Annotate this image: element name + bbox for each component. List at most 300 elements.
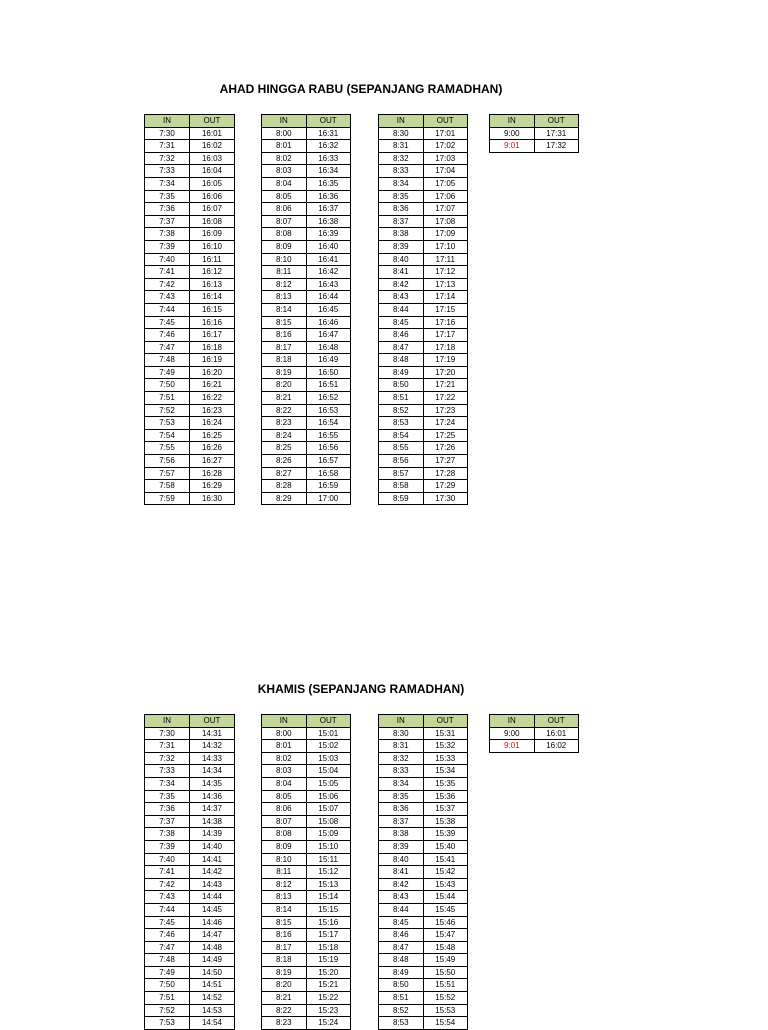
time-out-cell: 15:50 bbox=[423, 966, 468, 979]
time-table bbox=[378, 714, 468, 1030]
time-out-cell: 17:22 bbox=[423, 392, 468, 405]
time-out-cell: 14:31 bbox=[190, 727, 235, 740]
time-out-cell: 16:50 bbox=[306, 366, 351, 379]
time-in-cell: 8:44 bbox=[379, 303, 424, 316]
table-row bbox=[379, 727, 468, 740]
table-row bbox=[262, 341, 351, 354]
time-in-cell: 8:19 bbox=[262, 966, 307, 979]
time-out-cell: 16:10 bbox=[190, 240, 235, 253]
table-row bbox=[145, 840, 235, 853]
time-in-cell: 7:58 bbox=[145, 480, 190, 493]
time-out-cell: 15:10 bbox=[306, 840, 351, 853]
time-out-cell: 16:49 bbox=[306, 354, 351, 367]
table-row bbox=[145, 853, 235, 866]
table-row bbox=[379, 480, 468, 493]
time-in-cell: 8:51 bbox=[379, 992, 424, 1005]
time-out-cell: 17:19 bbox=[423, 354, 468, 367]
time-table bbox=[489, 114, 579, 153]
time-out-cell: 15:31 bbox=[423, 727, 468, 740]
time-out-cell: 16:22 bbox=[190, 392, 235, 405]
time-in-cell: 8:56 bbox=[379, 455, 424, 468]
time-out-cell: 17:16 bbox=[423, 316, 468, 329]
time-in-cell: 8:53 bbox=[379, 1017, 424, 1030]
table-row bbox=[379, 215, 468, 228]
table-row bbox=[145, 203, 235, 216]
table-row bbox=[379, 840, 468, 853]
table-row bbox=[490, 140, 579, 153]
time-in-cell: 8:10 bbox=[262, 253, 307, 266]
table-row bbox=[145, 404, 235, 417]
table-row bbox=[145, 891, 235, 904]
table-row bbox=[379, 354, 468, 367]
table-row bbox=[145, 740, 235, 753]
header-in: IN bbox=[379, 715, 424, 728]
section-title: AHAD HINGGA RABU (SEPANJANG RAMADHAN) bbox=[219, 82, 503, 96]
table-row bbox=[379, 954, 468, 967]
table-row bbox=[145, 429, 235, 442]
time-in-cell: 8:03 bbox=[262, 165, 307, 178]
time-in-cell: 8:36 bbox=[379, 803, 424, 816]
time-table bbox=[261, 714, 351, 1030]
time-out-cell: 15:20 bbox=[306, 966, 351, 979]
table-header-row bbox=[262, 715, 351, 728]
table-row bbox=[379, 752, 468, 765]
time-in-cell: 8:33 bbox=[379, 765, 424, 778]
time-in-cell: 8:49 bbox=[379, 366, 424, 379]
table-row bbox=[262, 228, 351, 241]
time-out-cell: 14:33 bbox=[190, 752, 235, 765]
time-out-cell: 16:16 bbox=[190, 316, 235, 329]
header-in: IN bbox=[490, 715, 535, 728]
time-out-cell: 17:10 bbox=[423, 240, 468, 253]
time-out-cell: 15:03 bbox=[306, 752, 351, 765]
time-out-cell: 17:21 bbox=[423, 379, 468, 392]
time-out-cell: 14:37 bbox=[190, 803, 235, 816]
time-out-cell: 17:20 bbox=[423, 366, 468, 379]
time-in-cell: 7:46 bbox=[145, 929, 190, 942]
table-row bbox=[379, 291, 468, 304]
table-row bbox=[262, 127, 351, 140]
time-in-cell: 7:36 bbox=[145, 803, 190, 816]
table-row bbox=[379, 455, 468, 468]
time-in-cell: 8:35 bbox=[379, 790, 424, 803]
time-in-cell: 8:16 bbox=[262, 929, 307, 942]
time-out-cell: 16:48 bbox=[306, 341, 351, 354]
table-header-row bbox=[490, 115, 579, 128]
time-in-cell: 8:02 bbox=[262, 752, 307, 765]
time-in-cell: 8:14 bbox=[262, 303, 307, 316]
table-row bbox=[379, 278, 468, 291]
time-out-cell: 16:01 bbox=[534, 727, 579, 740]
table-row bbox=[262, 165, 351, 178]
table-row bbox=[145, 177, 235, 190]
time-out-cell: 16:44 bbox=[306, 291, 351, 304]
time-in-cell: 8:18 bbox=[262, 954, 307, 967]
time-in-cell: 8:26 bbox=[262, 455, 307, 468]
time-in-cell: 8:11 bbox=[262, 866, 307, 879]
header-out: OUT bbox=[306, 115, 351, 128]
time-out-cell: 17:05 bbox=[423, 177, 468, 190]
time-in-cell: 8:00 bbox=[262, 727, 307, 740]
header-in: IN bbox=[262, 715, 307, 728]
time-in-cell: 8:35 bbox=[379, 190, 424, 203]
table-row bbox=[145, 815, 235, 828]
table-row bbox=[262, 392, 351, 405]
table-row bbox=[379, 1017, 468, 1030]
time-in-cell: 8:10 bbox=[262, 853, 307, 866]
time-in-cell: 8:20 bbox=[262, 379, 307, 392]
table-header-row bbox=[145, 715, 235, 728]
time-out-cell: 15:34 bbox=[423, 765, 468, 778]
time-in-cell: 7:52 bbox=[145, 1004, 190, 1017]
time-out-cell: 16:56 bbox=[306, 442, 351, 455]
time-in-cell: 8:36 bbox=[379, 203, 424, 216]
time-out-cell: 17:17 bbox=[423, 329, 468, 342]
table-row bbox=[379, 266, 468, 279]
table-row bbox=[262, 291, 351, 304]
header-out: OUT bbox=[190, 715, 235, 728]
header-out: OUT bbox=[534, 715, 579, 728]
table-row bbox=[379, 803, 468, 816]
time-in-cell: 7:42 bbox=[145, 878, 190, 891]
time-out-cell: 16:52 bbox=[306, 392, 351, 405]
time-in-cell: 8:55 bbox=[379, 442, 424, 455]
table-row bbox=[379, 992, 468, 1005]
time-in-cell: 8:24 bbox=[262, 429, 307, 442]
time-in-cell: 8:27 bbox=[262, 467, 307, 480]
table-row bbox=[379, 492, 468, 505]
time-in-cell: 8:30 bbox=[379, 127, 424, 140]
table-row bbox=[262, 442, 351, 455]
time-out-cell: 15:21 bbox=[306, 979, 351, 992]
time-out-cell: 16:30 bbox=[190, 492, 235, 505]
time-in-cell: 7:48 bbox=[145, 954, 190, 967]
time-out-cell: 16:45 bbox=[306, 303, 351, 316]
header-out: OUT bbox=[190, 115, 235, 128]
header-in: IN bbox=[490, 115, 535, 128]
table-row bbox=[262, 929, 351, 942]
time-out-cell: 16:29 bbox=[190, 480, 235, 493]
time-out-cell: 15:15 bbox=[306, 903, 351, 916]
table-row bbox=[145, 228, 235, 241]
time-in-cell: 8:15 bbox=[262, 316, 307, 329]
time-out-cell: 16:04 bbox=[190, 165, 235, 178]
time-in-cell: 8:30 bbox=[379, 727, 424, 740]
time-in-cell: 7:36 bbox=[145, 203, 190, 216]
time-in-cell: 8:13 bbox=[262, 291, 307, 304]
table-row bbox=[145, 752, 235, 765]
table-row bbox=[262, 840, 351, 853]
time-out-cell: 16:55 bbox=[306, 429, 351, 442]
table-row bbox=[262, 429, 351, 442]
time-out-cell: 15:05 bbox=[306, 777, 351, 790]
table-row bbox=[262, 467, 351, 480]
time-out-cell: 16:36 bbox=[306, 190, 351, 203]
time-in-cell: 8:34 bbox=[379, 777, 424, 790]
time-in-cell: 8:46 bbox=[379, 929, 424, 942]
time-out-cell: 15:36 bbox=[423, 790, 468, 803]
table-row bbox=[379, 467, 468, 480]
table-row bbox=[262, 954, 351, 967]
table-row bbox=[379, 341, 468, 354]
time-in-cell: 8:48 bbox=[379, 354, 424, 367]
time-out-cell: 16:34 bbox=[306, 165, 351, 178]
time-out-cell: 14:46 bbox=[190, 916, 235, 929]
time-out-cell: 14:32 bbox=[190, 740, 235, 753]
table-row bbox=[262, 417, 351, 430]
time-in-cell: 8:06 bbox=[262, 803, 307, 816]
table-row bbox=[262, 941, 351, 954]
table-row bbox=[262, 266, 351, 279]
time-table bbox=[144, 714, 235, 1030]
time-in-cell: 7:38 bbox=[145, 828, 190, 841]
time-out-cell: 14:38 bbox=[190, 815, 235, 828]
time-in-cell: 8:45 bbox=[379, 916, 424, 929]
time-out-cell: 16:57 bbox=[306, 455, 351, 468]
time-in-cell: 7:30 bbox=[145, 127, 190, 140]
time-in-cell: 8:49 bbox=[379, 966, 424, 979]
time-out-cell: 16:59 bbox=[306, 480, 351, 493]
time-in-cell: 8:04 bbox=[262, 177, 307, 190]
time-out-cell: 17:31 bbox=[534, 127, 579, 140]
table-row bbox=[262, 979, 351, 992]
time-in-cell: 8:07 bbox=[262, 815, 307, 828]
table-row bbox=[145, 480, 235, 493]
time-in-cell: 8:34 bbox=[379, 177, 424, 190]
table-row bbox=[262, 480, 351, 493]
time-out-cell: 17:30 bbox=[423, 492, 468, 505]
time-in-cell: 7:44 bbox=[145, 903, 190, 916]
time-in-cell: 8:15 bbox=[262, 916, 307, 929]
table-row bbox=[379, 127, 468, 140]
time-in-cell: 8:39 bbox=[379, 240, 424, 253]
table-row bbox=[145, 765, 235, 778]
time-table bbox=[144, 114, 235, 505]
table-row bbox=[145, 240, 235, 253]
time-out-cell: 17:04 bbox=[423, 165, 468, 178]
time-out-cell: 14:40 bbox=[190, 840, 235, 853]
time-out-cell: 15:53 bbox=[423, 1004, 468, 1017]
table-row bbox=[379, 442, 468, 455]
table-row bbox=[262, 866, 351, 879]
time-in-cell: 9:00 bbox=[490, 127, 535, 140]
time-out-cell: 17:13 bbox=[423, 278, 468, 291]
time-out-cell: 14:34 bbox=[190, 765, 235, 778]
header-out: OUT bbox=[534, 115, 579, 128]
table-row bbox=[262, 966, 351, 979]
time-in-cell: 8:22 bbox=[262, 1004, 307, 1017]
time-out-cell: 15:16 bbox=[306, 916, 351, 929]
table-header-row bbox=[379, 715, 468, 728]
time-out-cell: 15:51 bbox=[423, 979, 468, 992]
time-in-cell: 8:12 bbox=[262, 278, 307, 291]
time-in-cell: 8:18 bbox=[262, 354, 307, 367]
table-row bbox=[145, 366, 235, 379]
time-out-cell: 17:03 bbox=[423, 152, 468, 165]
time-out-cell: 16:33 bbox=[306, 152, 351, 165]
table-row bbox=[379, 429, 468, 442]
time-out-cell: 17:06 bbox=[423, 190, 468, 203]
time-in-cell: 7:43 bbox=[145, 291, 190, 304]
time-out-cell: 15:24 bbox=[306, 1017, 351, 1030]
time-in-cell: 7:49 bbox=[145, 966, 190, 979]
time-out-cell: 16:19 bbox=[190, 354, 235, 367]
table-row bbox=[379, 165, 468, 178]
time-in-cell: 8:09 bbox=[262, 840, 307, 853]
table-row bbox=[262, 329, 351, 342]
time-out-cell: 16:35 bbox=[306, 177, 351, 190]
time-in-cell: 8:19 bbox=[262, 366, 307, 379]
table-row bbox=[145, 253, 235, 266]
time-out-cell: 16:06 bbox=[190, 190, 235, 203]
header-out: OUT bbox=[306, 715, 351, 728]
time-in-cell: 9:00 bbox=[490, 727, 535, 740]
time-in-cell: 7:51 bbox=[145, 992, 190, 1005]
time-in-cell: 8:37 bbox=[379, 815, 424, 828]
time-in-cell: 8:51 bbox=[379, 392, 424, 405]
time-out-cell: 15:17 bbox=[306, 929, 351, 942]
time-out-cell: 15:37 bbox=[423, 803, 468, 816]
time-in-cell: 7:32 bbox=[145, 152, 190, 165]
time-out-cell: 16:43 bbox=[306, 278, 351, 291]
time-in-cell: 8:46 bbox=[379, 329, 424, 342]
time-out-cell: 17:28 bbox=[423, 467, 468, 480]
table-row bbox=[145, 790, 235, 803]
time-out-cell: 16:41 bbox=[306, 253, 351, 266]
time-out-cell: 17:23 bbox=[423, 404, 468, 417]
table-row bbox=[262, 303, 351, 316]
time-out-cell: 16:24 bbox=[190, 417, 235, 430]
table-header-row bbox=[379, 115, 468, 128]
time-in-cell: 7:39 bbox=[145, 840, 190, 853]
table-row bbox=[145, 992, 235, 1005]
table-row bbox=[145, 127, 235, 140]
table-row bbox=[490, 127, 579, 140]
time-in-cell: 8:43 bbox=[379, 891, 424, 904]
time-out-cell: 16:21 bbox=[190, 379, 235, 392]
time-out-cell: 14:43 bbox=[190, 878, 235, 891]
time-out-cell: 17:12 bbox=[423, 266, 468, 279]
table-row bbox=[145, 442, 235, 455]
time-in-cell: 8:41 bbox=[379, 866, 424, 879]
time-in-cell: 8:25 bbox=[262, 442, 307, 455]
table-row bbox=[262, 740, 351, 753]
table-row bbox=[379, 903, 468, 916]
table-row bbox=[145, 215, 235, 228]
table-row bbox=[145, 291, 235, 304]
time-in-cell: 7:35 bbox=[145, 790, 190, 803]
table-row bbox=[379, 404, 468, 417]
table-row bbox=[379, 815, 468, 828]
table-header-row bbox=[262, 115, 351, 128]
time-out-cell: 16:02 bbox=[534, 740, 579, 753]
time-in-cell: 7:38 bbox=[145, 228, 190, 241]
time-out-cell: 16:11 bbox=[190, 253, 235, 266]
time-out-cell: 16:40 bbox=[306, 240, 351, 253]
table-row bbox=[145, 492, 235, 505]
time-in-cell: 8:31 bbox=[379, 740, 424, 753]
time-out-cell: 16:23 bbox=[190, 404, 235, 417]
time-out-cell: 17:18 bbox=[423, 341, 468, 354]
table-row bbox=[262, 379, 351, 392]
table-row bbox=[262, 140, 351, 153]
table-header-row bbox=[145, 115, 235, 128]
time-in-cell: 8:43 bbox=[379, 291, 424, 304]
time-out-cell: 15:39 bbox=[423, 828, 468, 841]
table-row bbox=[262, 253, 351, 266]
table-row bbox=[379, 916, 468, 929]
time-in-cell: 8:05 bbox=[262, 190, 307, 203]
time-in-cell: 7:37 bbox=[145, 815, 190, 828]
table-row bbox=[379, 891, 468, 904]
header-out: OUT bbox=[423, 715, 468, 728]
time-out-cell: 16:05 bbox=[190, 177, 235, 190]
time-table bbox=[261, 114, 351, 505]
time-out-cell: 16:58 bbox=[306, 467, 351, 480]
time-out-cell: 15:04 bbox=[306, 765, 351, 778]
table-row bbox=[145, 379, 235, 392]
time-out-cell: 15:14 bbox=[306, 891, 351, 904]
time-out-cell: 17:15 bbox=[423, 303, 468, 316]
time-in-cell: 7:56 bbox=[145, 455, 190, 468]
time-in-cell: 7:51 bbox=[145, 392, 190, 405]
time-out-cell: 16:32 bbox=[306, 140, 351, 153]
time-out-cell: 16:46 bbox=[306, 316, 351, 329]
time-out-cell: 14:39 bbox=[190, 828, 235, 841]
time-out-cell: 16:51 bbox=[306, 379, 351, 392]
table-row bbox=[379, 316, 468, 329]
time-in-cell: 7:41 bbox=[145, 866, 190, 879]
time-out-cell: 14:42 bbox=[190, 866, 235, 879]
time-out-cell: 15:46 bbox=[423, 916, 468, 929]
time-out-cell: 15:47 bbox=[423, 929, 468, 942]
time-in-cell: 7:33 bbox=[145, 165, 190, 178]
table-row bbox=[262, 354, 351, 367]
time-in-cell: 7:47 bbox=[145, 341, 190, 354]
time-in-cell: 7:33 bbox=[145, 765, 190, 778]
time-in-cell: 8:47 bbox=[379, 941, 424, 954]
table-row bbox=[379, 966, 468, 979]
time-in-cell: 8:37 bbox=[379, 215, 424, 228]
header-in: IN bbox=[379, 115, 424, 128]
table-row bbox=[379, 417, 468, 430]
time-out-cell: 17:24 bbox=[423, 417, 468, 430]
time-out-cell: 15:38 bbox=[423, 815, 468, 828]
table-row bbox=[262, 916, 351, 929]
time-in-cell: 7:45 bbox=[145, 316, 190, 329]
time-out-cell: 16:42 bbox=[306, 266, 351, 279]
time-out-cell: 16:08 bbox=[190, 215, 235, 228]
time-in-cell: 7:40 bbox=[145, 253, 190, 266]
table-row bbox=[262, 1017, 351, 1030]
time-out-cell: 17:02 bbox=[423, 140, 468, 153]
header-in: IN bbox=[145, 715, 190, 728]
time-in-cell: 7:45 bbox=[145, 916, 190, 929]
time-out-cell: 16:39 bbox=[306, 228, 351, 241]
table-row bbox=[262, 404, 351, 417]
time-in-cell: 7:57 bbox=[145, 467, 190, 480]
table-row bbox=[379, 929, 468, 942]
time-out-cell: 16:14 bbox=[190, 291, 235, 304]
time-out-cell: 14:47 bbox=[190, 929, 235, 942]
time-in-cell: 8:40 bbox=[379, 853, 424, 866]
time-out-cell: 15:32 bbox=[423, 740, 468, 753]
time-in-cell: 8:07 bbox=[262, 215, 307, 228]
time-out-cell: 15:01 bbox=[306, 727, 351, 740]
time-out-cell: 16:03 bbox=[190, 152, 235, 165]
time-in-cell: 7:50 bbox=[145, 379, 190, 392]
time-in-cell: 7:41 bbox=[145, 266, 190, 279]
